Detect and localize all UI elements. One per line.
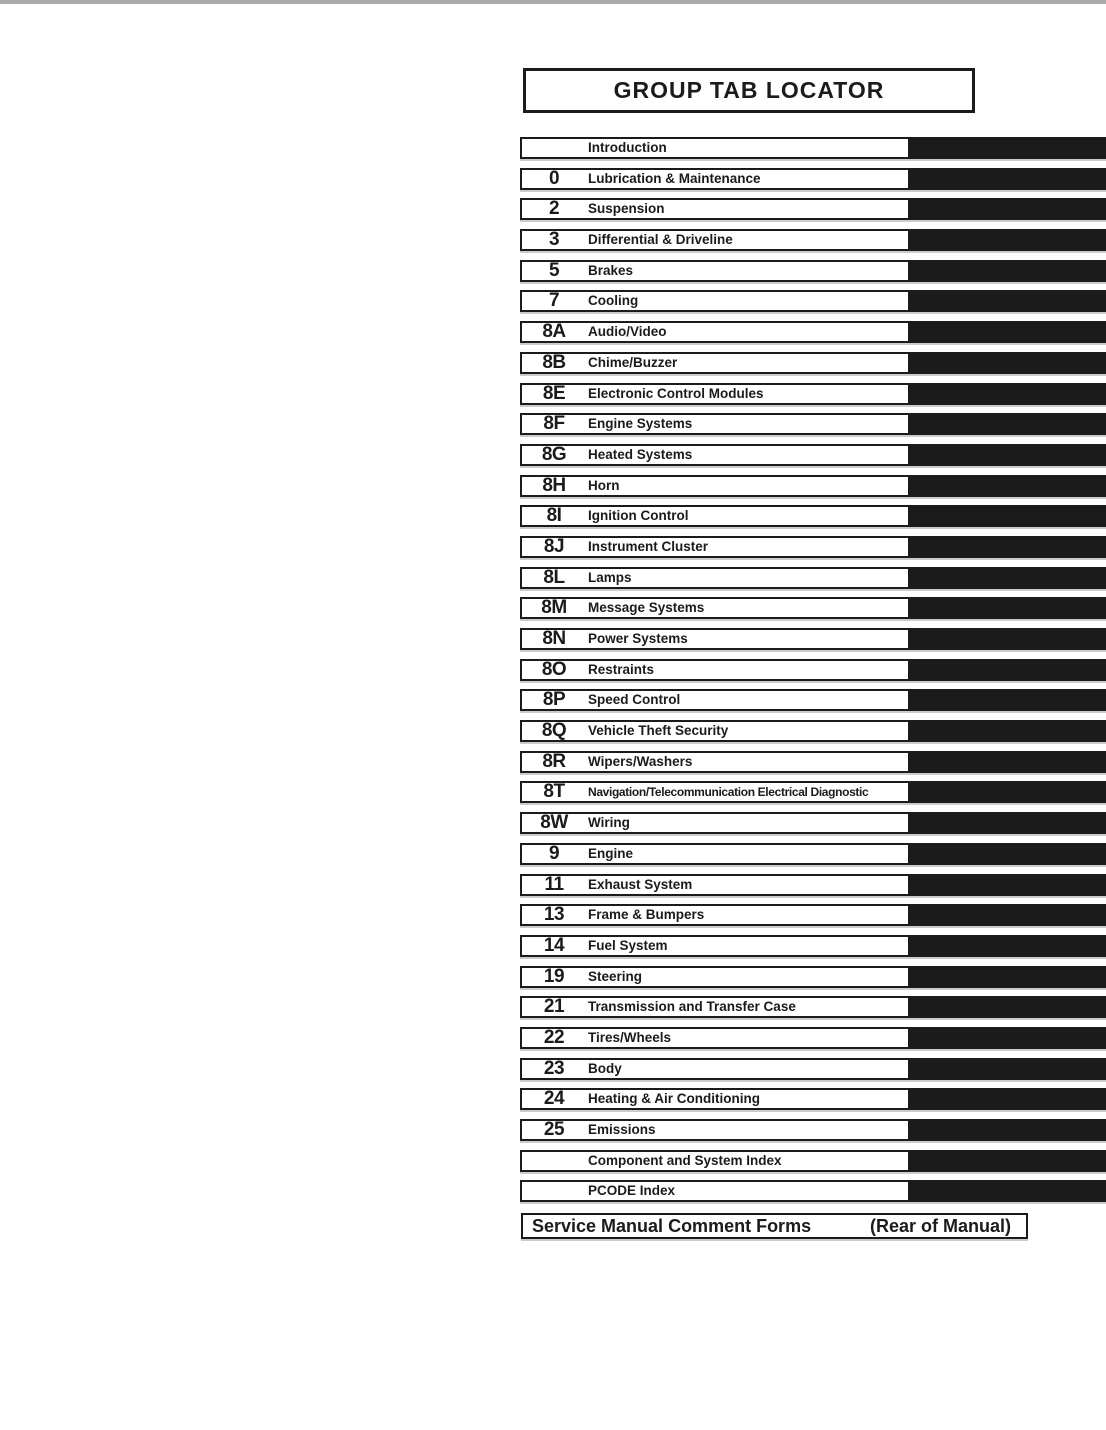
tab-code: 3 bbox=[548, 229, 560, 251]
tab-label: Frame & Bumpers bbox=[588, 907, 705, 923]
tab-row bbox=[520, 198, 1106, 220]
tab-entry-box bbox=[520, 1150, 910, 1172]
tab-code: 8O bbox=[541, 658, 567, 680]
tab-label: Audio/Video bbox=[588, 324, 667, 340]
tab-row bbox=[520, 413, 1106, 435]
tab-marker-bar bbox=[910, 966, 1106, 988]
tab-label: Engine Systems bbox=[588, 416, 693, 432]
tab-marker-bar bbox=[910, 689, 1106, 711]
tab-code: 8Q bbox=[541, 720, 567, 742]
tab-code: 7 bbox=[548, 290, 560, 312]
tab-marker-bar bbox=[910, 383, 1106, 405]
tab-label: Brakes bbox=[588, 262, 634, 278]
tab-entry-box bbox=[520, 904, 910, 926]
tab-marker-bar bbox=[910, 935, 1106, 957]
tab-row bbox=[520, 1058, 1106, 1080]
tab-marker-bar bbox=[910, 751, 1106, 773]
tab-entry-box bbox=[520, 597, 910, 619]
tab-entry-box bbox=[520, 874, 910, 896]
tab-code: 5 bbox=[548, 259, 560, 281]
tab-code: 8B bbox=[542, 351, 566, 373]
tab-marker-bar bbox=[910, 505, 1106, 527]
tab-label: Suspension bbox=[588, 201, 665, 217]
tab-marker-bar bbox=[910, 137, 1106, 159]
tab-label: Steering bbox=[588, 968, 643, 984]
tab-code: 2 bbox=[548, 198, 560, 220]
tab-marker-bar bbox=[910, 843, 1106, 865]
tab-marker-bar bbox=[910, 444, 1106, 466]
tab-entry-box bbox=[520, 229, 910, 251]
tab-label: Instrument Cluster bbox=[588, 538, 709, 554]
tab-marker-bar bbox=[910, 567, 1106, 589]
tab-entry-box bbox=[520, 352, 910, 374]
tab-entry-box bbox=[520, 812, 910, 834]
tab-row bbox=[520, 137, 1106, 159]
tab-label: Speed Control bbox=[588, 692, 681, 708]
tab-label: Fuel System bbox=[588, 937, 668, 953]
tab-code: 24 bbox=[543, 1088, 565, 1110]
tab-code: 8N bbox=[542, 628, 566, 649]
group-tab-list bbox=[520, 137, 1106, 1211]
tab-code: 0 bbox=[548, 167, 560, 189]
tab-row bbox=[520, 996, 1106, 1018]
tab-row bbox=[520, 1150, 1106, 1172]
tab-marker-bar bbox=[910, 413, 1106, 435]
tab-label: PCODE Index bbox=[588, 1183, 676, 1199]
tab-entry-box bbox=[520, 536, 910, 558]
tab-label: Transmission and Transfer Case bbox=[588, 999, 796, 1015]
tab-row bbox=[520, 812, 1106, 834]
tab-entry-box bbox=[520, 659, 910, 681]
tab-label: Vehicle Theft Security bbox=[588, 723, 729, 739]
page-title: GROUP TAB LOCATOR bbox=[613, 77, 885, 103]
tab-row bbox=[520, 383, 1106, 405]
tab-marker-bar bbox=[910, 198, 1106, 220]
tab-marker-bar bbox=[910, 290, 1106, 312]
tab-marker-bar bbox=[910, 1027, 1106, 1049]
tab-label: Engine bbox=[588, 845, 634, 861]
tab-entry-box bbox=[520, 1180, 910, 1202]
tab-label: Heating & Air Conditioning bbox=[588, 1091, 760, 1107]
tab-code: 13 bbox=[543, 904, 565, 926]
tab-label: Heated Systems bbox=[588, 446, 693, 462]
tab-marker-bar bbox=[910, 168, 1106, 190]
tab-row bbox=[520, 597, 1106, 619]
tab-row bbox=[520, 260, 1106, 282]
tab-marker-bar bbox=[910, 352, 1106, 374]
tab-label: Ignition Control bbox=[588, 508, 689, 524]
tab-code: 8E bbox=[542, 382, 566, 404]
tab-entry-box bbox=[520, 935, 910, 957]
tab-label: Tires/Wheels bbox=[588, 1029, 672, 1045]
tab-code: 8T bbox=[543, 781, 565, 803]
tab-entry-box bbox=[520, 413, 910, 435]
tab-code: 21 bbox=[543, 996, 565, 1018]
tab-code: 14 bbox=[543, 934, 565, 956]
tab-entry-box bbox=[520, 1027, 910, 1049]
tab-row bbox=[520, 444, 1106, 466]
tab-entry-box bbox=[520, 966, 910, 988]
tab-row bbox=[520, 567, 1106, 589]
tab-entry-box bbox=[520, 628, 910, 650]
tab-entry-box bbox=[520, 168, 910, 190]
tab-entry-box bbox=[520, 689, 910, 711]
tab-row bbox=[520, 720, 1106, 742]
tab-marker-bar bbox=[910, 475, 1106, 497]
tab-label: Message Systems bbox=[588, 600, 705, 616]
tab-row bbox=[520, 505, 1106, 527]
tab-code: 8M bbox=[541, 597, 567, 619]
tab-marker-bar bbox=[910, 720, 1106, 742]
tab-label: Introduction bbox=[588, 140, 667, 155]
rear-of-manual-label: (Rear of Manual) bbox=[869, 1215, 1011, 1236]
tab-code: 8F bbox=[543, 413, 565, 435]
tab-label: Lubrication & Maintenance bbox=[588, 170, 761, 186]
tab-row bbox=[520, 536, 1106, 558]
tab-row bbox=[520, 1027, 1106, 1049]
tab-row bbox=[520, 352, 1106, 374]
tab-label: Electronic Control Modules bbox=[588, 385, 764, 401]
tab-label: Differential & Driveline bbox=[588, 232, 733, 248]
tab-row bbox=[520, 290, 1106, 312]
tab-entry-box bbox=[520, 720, 910, 742]
tab-label: Exhaust System bbox=[588, 876, 693, 892]
page-title-box bbox=[523, 68, 975, 113]
tab-entry-box bbox=[520, 781, 910, 803]
tab-marker-bar bbox=[910, 260, 1106, 282]
tab-entry-box bbox=[520, 198, 910, 220]
tab-row bbox=[520, 966, 1106, 988]
tab-marker-bar bbox=[910, 1119, 1106, 1141]
tab-marker-bar bbox=[910, 1058, 1106, 1080]
tab-marker-bar bbox=[910, 996, 1106, 1018]
tab-code: 8J bbox=[543, 535, 565, 557]
tab-marker-bar bbox=[910, 812, 1106, 834]
tab-entry-box bbox=[520, 1088, 910, 1110]
tab-code: 8I bbox=[546, 505, 562, 527]
tab-label: Power Systems bbox=[588, 631, 688, 646]
tab-row bbox=[520, 229, 1106, 251]
tab-label: Restraints bbox=[588, 661, 655, 677]
tab-label: Cooling bbox=[588, 293, 639, 309]
tab-row bbox=[520, 321, 1106, 343]
tab-code: 8W bbox=[540, 812, 568, 834]
tab-entry-box bbox=[520, 137, 910, 159]
tab-row bbox=[520, 628, 1106, 650]
tab-entry-box bbox=[520, 1058, 910, 1080]
tab-code: 11 bbox=[544, 873, 564, 895]
tab-marker-bar bbox=[910, 536, 1106, 558]
tab-entry-box bbox=[520, 321, 910, 343]
tab-entry-box bbox=[520, 290, 910, 312]
tab-entry-box bbox=[520, 383, 910, 405]
tab-label: Wiring bbox=[588, 815, 630, 831]
tab-entry-box bbox=[520, 505, 910, 527]
tab-marker-bar bbox=[910, 1150, 1106, 1172]
tab-marker-bar bbox=[910, 904, 1106, 926]
tab-label: Body bbox=[588, 1060, 622, 1076]
tab-entry-box bbox=[520, 475, 910, 497]
tab-label: Horn bbox=[588, 477, 620, 493]
tab-marker-bar bbox=[910, 321, 1106, 343]
tab-entry-box bbox=[520, 996, 910, 1018]
tab-row bbox=[520, 874, 1106, 896]
comment-forms-row bbox=[521, 1213, 1028, 1239]
tab-code: 8A bbox=[542, 321, 566, 343]
tab-label: Navigation/Telecommunication Electrical Diagnostic bbox=[588, 785, 869, 800]
tab-row bbox=[520, 904, 1106, 926]
tab-marker-bar bbox=[910, 628, 1106, 650]
tab-row bbox=[520, 1088, 1106, 1110]
tab-label: Emissions bbox=[588, 1122, 656, 1137]
tab-entry-box bbox=[520, 260, 910, 282]
tab-entry-box bbox=[520, 843, 910, 865]
tab-marker-bar bbox=[910, 597, 1106, 619]
tab-row bbox=[520, 659, 1106, 681]
tab-marker-bar bbox=[910, 229, 1106, 251]
tab-code: 19 bbox=[543, 965, 565, 987]
tab-code: 25 bbox=[543, 1119, 565, 1140]
comment-forms-label: Service Manual Comment Forms bbox=[532, 1215, 812, 1236]
tab-marker-bar bbox=[910, 1180, 1106, 1202]
viewport-top-edge bbox=[0, 0, 1106, 4]
tab-code: 8P bbox=[542, 689, 566, 711]
tab-code: 8L bbox=[543, 566, 565, 588]
tab-row bbox=[520, 475, 1106, 497]
tab-row bbox=[520, 751, 1106, 773]
tab-code: 9 bbox=[548, 842, 560, 864]
tab-code: 8H bbox=[542, 474, 566, 496]
tab-row bbox=[520, 1119, 1106, 1141]
tab-row bbox=[520, 168, 1106, 190]
tab-code: 22 bbox=[543, 1026, 565, 1048]
tab-row bbox=[520, 689, 1106, 711]
tab-entry-box bbox=[520, 444, 910, 466]
tab-code: 23 bbox=[543, 1057, 565, 1079]
tab-row bbox=[520, 1180, 1106, 1202]
tab-entry-box bbox=[520, 751, 910, 773]
tab-marker-bar bbox=[910, 659, 1106, 681]
tab-marker-bar bbox=[910, 781, 1106, 803]
tab-row bbox=[520, 935, 1106, 957]
tab-entry-box bbox=[520, 567, 910, 589]
tab-entry-box bbox=[520, 1119, 910, 1141]
tab-code: 8G bbox=[541, 443, 567, 465]
tab-label: Lamps bbox=[588, 569, 632, 585]
tab-row bbox=[520, 781, 1106, 803]
tab-label: Wipers/Washers bbox=[588, 753, 693, 769]
tab-row bbox=[520, 843, 1106, 865]
tab-label: Component and System Index bbox=[588, 1152, 782, 1168]
tab-marker-bar bbox=[910, 1088, 1106, 1110]
tab-code: 8R bbox=[542, 750, 566, 772]
tab-label: Chime/Buzzer bbox=[588, 354, 678, 370]
tab-marker-bar bbox=[910, 874, 1106, 896]
